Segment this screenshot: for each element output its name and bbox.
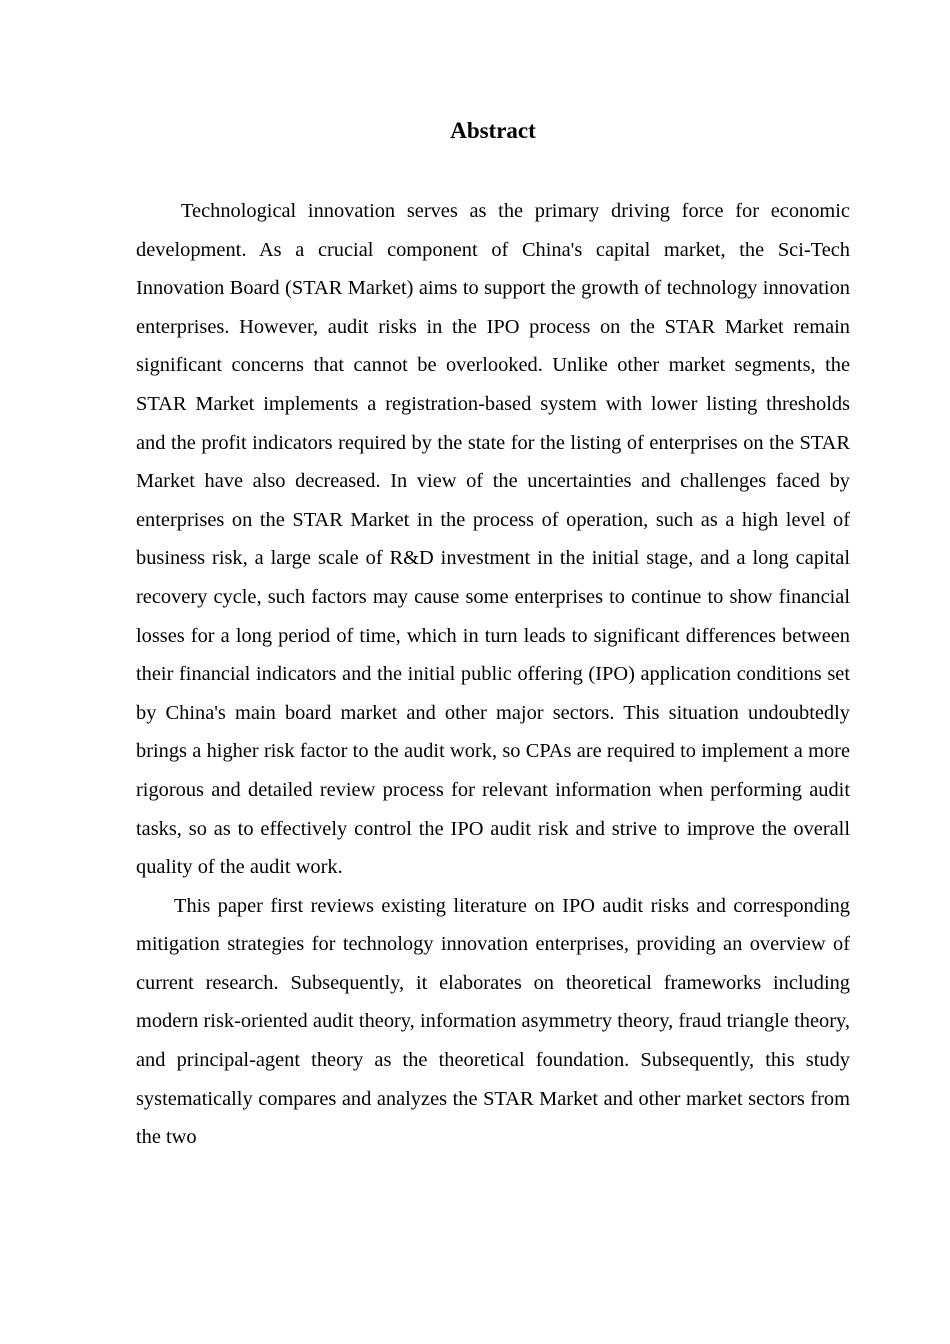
abstract-paragraph-1: Technological innovation serves as the primary driving force for economic development. As a crucial component of China's capital market, the Sci-Tech Innovation Board (STAR Market) aims to support the growth of technology innovation enterprises. However, audit risks in the IPO process on the STAR Market remain significant concerns that cannot be overlooked. Unlike other market segments, the STAR Market implements a registration-based system with lower listing thresholds and the profit indicators required by the state for the listing of enterprises on the STAR Market have also decreased. In view of the uncertainties and challenges faced by enterprises on the STAR Market in the process of operation, such as a high level of business risk, a large scale of R&D investment in the initial stage, and a long capital recovery cycle, such factors may cause some enterprises to continue to show financial losses for a long period of time, which in turn leads to significant differences between their financial indicators and the initial public offering (IPO) application conditions set by China's main board market and other major sectors. This situation undoubtedly brings a higher risk factor to the audit work, so CPAs are required to implement a more rigorous and detailed review process for relevant information when performing audit tasks, so as to effectively control the IPO audit risk and strive to improve the overall quality of the audit work.: [136, 200, 850, 879]
abstract-paragraph-2: This paper first reviews existing literature on IPO audit risks and corresponding mitigation strategies for technology innovation enterprises, providing an overview of current research. Subsequently, it elaborates on theoretical frameworks including modern risk-oriented audit theory, information asymmetry theory, fraud triangle theory, and principal-agent theory as the theoretical foundation. Subsequently, this study systematically compares and analyzes the STAR Market and other market sectors from the two: [136, 894, 850, 1149]
page-title: Abstract: [450, 118, 536, 143]
abstract-body: [136, 192, 850, 1157]
